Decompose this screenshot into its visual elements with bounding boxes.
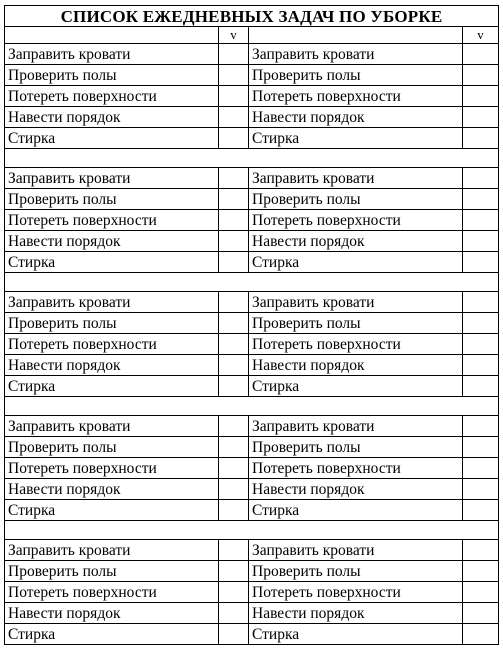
checkbox-cell-right[interactable] [463, 168, 499, 189]
task-label-left: Навести порядок [5, 355, 219, 376]
checkbox-cell-right[interactable] [463, 479, 499, 500]
checkbox-cell-left[interactable] [219, 128, 249, 149]
checkbox-cell-right[interactable] [463, 416, 499, 437]
task-label-right: Стирка [249, 376, 463, 397]
checkbox-cell-left[interactable] [219, 540, 249, 561]
task-row [5, 416, 499, 437]
task-label-right: Потереть поверхности [249, 582, 463, 603]
task-label-right: Заправить кровати [249, 416, 463, 437]
checkbox-cell-right[interactable] [463, 44, 499, 65]
checkbox-cell-left[interactable] [219, 86, 249, 107]
task-row [5, 582, 499, 603]
task-label-left: Стирка [5, 500, 219, 521]
task-row [5, 540, 499, 561]
left-task-header [5, 27, 219, 44]
checkbox-cell-right[interactable] [463, 500, 499, 521]
spacer-cell [5, 273, 499, 292]
task-label-left: Заправить кровати [5, 44, 219, 65]
checkbox-cell-left[interactable] [219, 252, 249, 273]
task-label-right: Заправить кровати [249, 44, 463, 65]
task-row [5, 128, 499, 149]
checkbox-cell-right[interactable] [463, 376, 499, 397]
spacer-row [5, 149, 499, 168]
task-label-left: Потереть поверхности [5, 458, 219, 479]
task-row [5, 252, 499, 273]
spacer-cell [5, 521, 499, 540]
spacer-cell [5, 397, 499, 416]
task-label-left: Проверить полы [5, 561, 219, 582]
checkbox-cell-left[interactable] [219, 416, 249, 437]
task-row [5, 437, 499, 458]
checkbox-cell-left[interactable] [219, 582, 249, 603]
task-label-right: Проверить полы [249, 65, 463, 86]
checkbox-cell-right[interactable] [463, 65, 499, 86]
checkbox-cell-left[interactable] [219, 189, 249, 210]
left-check-header: v [219, 27, 249, 44]
task-label-left: Заправить кровати [5, 168, 219, 189]
task-label-right: Заправить кровати [249, 540, 463, 561]
checkbox-cell-left[interactable] [219, 334, 249, 355]
task-label-left: Проверить полы [5, 189, 219, 210]
checkbox-cell-right[interactable] [463, 458, 499, 479]
page-title: СПИСОК ЕЖЕДНЕВНЫХ ЗАДАЧ ПО УБОРКЕ [5, 6, 499, 27]
checkbox-cell-left[interactable] [219, 65, 249, 86]
task-label-left: Навести порядок [5, 603, 219, 624]
checkbox-cell-left[interactable] [219, 210, 249, 231]
spacer-row [5, 397, 499, 416]
task-label-right: Потереть поверхности [249, 86, 463, 107]
task-label-left: Проверить полы [5, 313, 219, 334]
task-row [5, 376, 499, 397]
checkbox-cell-left[interactable] [219, 292, 249, 313]
checkbox-cell-right[interactable] [463, 252, 499, 273]
checklist-table [4, 5, 499, 645]
right-check-header: v [463, 27, 499, 44]
task-row [5, 355, 499, 376]
task-label-left: Потереть поверхности [5, 86, 219, 107]
checkbox-cell-right[interactable] [463, 313, 499, 334]
task-row [5, 231, 499, 252]
checkbox-cell-left[interactable] [219, 376, 249, 397]
task-row [5, 65, 499, 86]
checkbox-cell-right[interactable] [463, 624, 499, 645]
task-label-right: Стирка [249, 252, 463, 273]
task-row [5, 479, 499, 500]
task-label-right: Навести порядок [249, 355, 463, 376]
task-label-right: Навести порядок [249, 231, 463, 252]
task-label-left: Навести порядок [5, 479, 219, 500]
spacer-row [5, 273, 499, 292]
checkbox-cell-right[interactable] [463, 582, 499, 603]
task-label-right: Навести порядок [249, 479, 463, 500]
checkbox-cell-right[interactable] [463, 210, 499, 231]
task-label-right: Проверить полы [249, 189, 463, 210]
task-label-left: Навести порядок [5, 231, 219, 252]
task-row [5, 292, 499, 313]
checkbox-cell-right[interactable] [463, 86, 499, 107]
checkbox-cell-right[interactable] [463, 231, 499, 252]
task-label-left: Навести порядок [5, 107, 219, 128]
task-row [5, 624, 499, 645]
task-label-right: Стирка [249, 128, 463, 149]
task-label-left: Стирка [5, 252, 219, 273]
task-label-right: Стирка [249, 500, 463, 521]
task-row [5, 86, 499, 107]
spacer-row [5, 521, 499, 540]
checkbox-cell-right[interactable] [463, 603, 499, 624]
checkbox-cell-left[interactable] [219, 624, 249, 645]
task-label-left: Потереть поверхности [5, 582, 219, 603]
checkbox-cell-left[interactable] [219, 479, 249, 500]
task-label-left: Проверить полы [5, 437, 219, 458]
task-label-left: Проверить полы [5, 65, 219, 86]
task-row [5, 210, 499, 231]
checkbox-cell-right[interactable] [463, 561, 499, 582]
task-label-left: Заправить кровати [5, 416, 219, 437]
task-row [5, 603, 499, 624]
checkbox-cell-left[interactable] [219, 107, 249, 128]
task-row [5, 561, 499, 582]
task-label-left: Стирка [5, 128, 219, 149]
checkbox-cell-right[interactable] [463, 334, 499, 355]
task-row [5, 334, 499, 355]
checkbox-cell-left[interactable] [219, 44, 249, 65]
header-row [5, 27, 499, 44]
task-label-right: Потереть поверхности [249, 334, 463, 355]
task-label-right: Заправить кровати [249, 292, 463, 313]
checkbox-cell-left[interactable] [219, 437, 249, 458]
task-label-right: Проверить полы [249, 313, 463, 334]
task-row [5, 313, 499, 334]
task-row [5, 44, 499, 65]
task-label-left: Потереть поверхности [5, 210, 219, 231]
checkbox-cell-left[interactable] [219, 355, 249, 376]
task-label-right: Стирка [249, 624, 463, 645]
task-label-right: Навести порядок [249, 107, 463, 128]
checkbox-cell-right[interactable] [463, 128, 499, 149]
task-label-left: Стирка [5, 376, 219, 397]
checkbox-cell-right[interactable] [463, 107, 499, 128]
checkbox-cell-left[interactable] [219, 231, 249, 252]
checkbox-cell-right[interactable] [463, 189, 499, 210]
task-row [5, 500, 499, 521]
checkbox-cell-left[interactable] [219, 313, 249, 334]
task-label-left: Потереть поверхности [5, 334, 219, 355]
checkbox-cell-left[interactable] [219, 561, 249, 582]
spacer-cell [5, 149, 499, 168]
checkbox-cell-left[interactable] [219, 458, 249, 479]
task-label-right: Проверить полы [249, 561, 463, 582]
task-label-right: Заправить кровати [249, 168, 463, 189]
task-label-right: Потереть поверхности [249, 458, 463, 479]
checkbox-cell-right[interactable] [463, 540, 499, 561]
task-label-left: Заправить кровати [5, 540, 219, 561]
cleaning-checklist-sheet [4, 5, 498, 645]
task-label-left: Заправить кровати [5, 292, 219, 313]
checkbox-cell-right[interactable] [463, 437, 499, 458]
task-label-right: Потереть поверхности [249, 210, 463, 231]
task-row [5, 458, 499, 479]
checkbox-cell-left[interactable] [219, 603, 249, 624]
checkbox-cell-right[interactable] [463, 292, 499, 313]
right-task-header [249, 27, 463, 44]
checkbox-cell-left[interactable] [219, 500, 249, 521]
checkbox-cell-left[interactable] [219, 168, 249, 189]
task-row [5, 168, 499, 189]
title-row [5, 6, 499, 27]
task-label-right: Проверить полы [249, 437, 463, 458]
checkbox-cell-right[interactable] [463, 355, 499, 376]
task-row [5, 107, 499, 128]
task-label-left: Стирка [5, 624, 219, 645]
task-row [5, 189, 499, 210]
task-label-right: Навести порядок [249, 603, 463, 624]
